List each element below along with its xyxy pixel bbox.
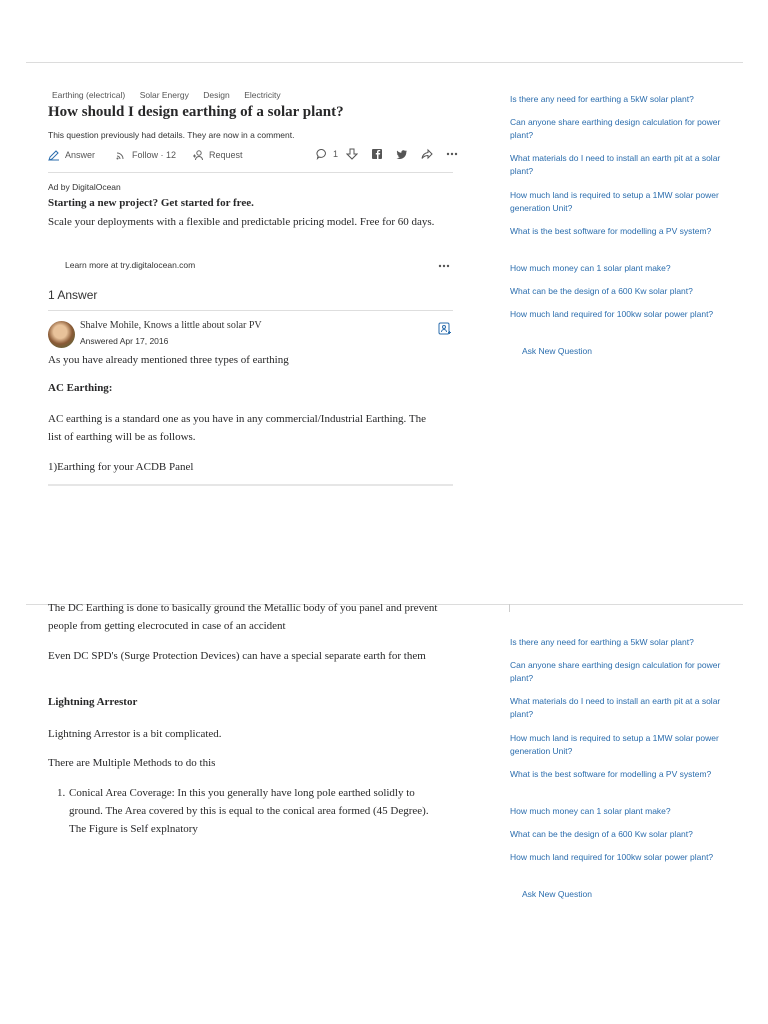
more-options-icon[interactable] xyxy=(446,148,458,160)
action-bar xyxy=(48,148,95,166)
comment-button[interactable] xyxy=(316,148,338,160)
request-group xyxy=(192,148,243,166)
answer-label: Answer xyxy=(65,150,96,160)
divider xyxy=(509,604,510,612)
ask-question-button[interactable]: Ask New Question xyxy=(522,346,592,356)
related-question[interactable]: What materials do I need to install an earth pit at a solar plant? xyxy=(510,696,721,719)
list-item: Conical Area Coverage: In this you generally have long pole earthed solidly to ground. The Area covered by this is equal to the conical area formed (45 Degree). The Figure is Self explnatory xyxy=(69,787,429,835)
request-label: Request xyxy=(209,150,243,160)
share-icon[interactable] xyxy=(421,148,433,160)
answer-paragraph: Lightning Arrestor is a bit complicated. xyxy=(48,728,222,740)
answer-paragraph: AC earthing is a standard one as you have in any commercial/Industrial Earthing. The list of earthing will be as follows. xyxy=(48,413,426,443)
answer-paragraph: There are Multiple Methods to do this xyxy=(48,757,216,769)
related-question[interactable]: What can be the design of a 600 Kw solar plant? xyxy=(510,829,693,839)
topic-tag[interactable]: Earthing (electrical) xyxy=(52,90,126,100)
related-question[interactable]: How much land is required to setup a 1MW solar power generation Unit? xyxy=(510,190,719,213)
follow-count: · 12 xyxy=(160,150,177,160)
facebook-icon[interactable] xyxy=(371,148,383,160)
divider xyxy=(48,172,453,173)
related-question[interactable]: Is there any need for earthing a 5kW solar plant? xyxy=(510,94,694,104)
answer-paragraph: The DC Earthing is done to basically ground the Metallic body of you panel and prevent people from getting elecrocuted in case of an accident xyxy=(48,602,438,632)
topic-tag[interactable]: Electricity xyxy=(244,90,281,100)
divider xyxy=(48,310,453,311)
ad-headline[interactable]: Starting a new project? Get started for free. xyxy=(48,197,254,209)
topic-list xyxy=(52,85,291,103)
answers-count-header: 1 Answer xyxy=(48,288,98,302)
add-person-icon xyxy=(192,149,204,161)
answer-author[interactable]: Shalve Mohile, Knows a little about solar PV xyxy=(80,320,262,331)
follow-label: Follow xyxy=(132,150,159,160)
answer-paragraph: Even DC SPD's (Surge Protection Devices) can have a special separate earth for them xyxy=(48,650,426,662)
follow-group xyxy=(115,148,176,166)
related-question[interactable]: How much land required for 100kw solar power plant? xyxy=(510,852,714,862)
downvote-icon[interactable] xyxy=(346,148,358,160)
answer-heading: Lightning Arrestor xyxy=(48,696,138,708)
topic-tag[interactable]: Solar Energy xyxy=(139,90,189,100)
related-question[interactable]: Is there any need for earthing a 5kW solar plant? xyxy=(510,637,694,647)
comment-count: 1 xyxy=(333,149,339,159)
answer-paragraph: 1)Earthing for your ACDB Panel xyxy=(48,461,194,473)
fade-divider xyxy=(48,484,453,486)
twitter-icon[interactable] xyxy=(396,148,408,160)
related-question[interactable]: Can anyone share earthing design calculation for power plant? xyxy=(510,660,721,683)
ad-link[interactable]: Learn more at try.digitalocean.com xyxy=(65,260,196,270)
page-two xyxy=(0,600,768,1024)
comment-icon xyxy=(316,148,328,160)
question-title[interactable]: How should I design earthing of a solar plant? xyxy=(48,104,344,120)
invite-icon[interactable] xyxy=(438,322,452,336)
top-divider xyxy=(26,62,743,63)
related-question[interactable]: What can be the design of a 600 Kw solar plant? xyxy=(510,286,693,296)
question-note: This question previously had details. They are now in a comment. xyxy=(48,130,295,140)
related-question[interactable]: How much money can 1 solar plant make? xyxy=(510,263,671,273)
answer-paragraph: As you have already mentioned three types of earthing xyxy=(48,354,289,366)
topic-tag[interactable]: Design xyxy=(203,90,230,100)
secondary-actions xyxy=(316,148,463,160)
ad-body: Scale your deployments with a flexible and predictable pricing model. Free for 60 days. xyxy=(48,216,435,228)
follow-button[interactable] xyxy=(115,149,176,161)
related-question[interactable]: How much land required for 100kw solar power plant? xyxy=(510,309,714,319)
ask-question-button[interactable]: Ask New Question xyxy=(522,889,592,899)
ad-more-icon[interactable] xyxy=(437,260,451,272)
request-button[interactable] xyxy=(192,149,243,161)
rss-icon xyxy=(115,149,127,161)
list-marker: 1. xyxy=(57,787,66,799)
avatar[interactable] xyxy=(48,321,75,348)
pencil-icon xyxy=(48,149,60,161)
related-question[interactable]: Can anyone share earthing design calculation for power plant? xyxy=(510,117,721,140)
related-question[interactable]: What is the best software for modelling a PV system? xyxy=(510,769,712,779)
related-question[interactable]: What materials do I need to install an earth pit at a solar plant? xyxy=(510,153,721,176)
answer-button[interactable] xyxy=(48,149,95,161)
related-question[interactable]: What is the best software for modelling a PV system? xyxy=(510,226,712,236)
related-question[interactable]: How much money can 1 solar plant make? xyxy=(510,806,671,816)
ad-label[interactable]: Ad by DigitalOcean xyxy=(48,182,121,192)
related-question[interactable]: How much land is required to setup a 1MW solar power generation Unit? xyxy=(510,733,719,756)
answer-date[interactable]: Answered Apr 17, 2016 xyxy=(80,336,169,346)
answer-heading: AC Earthing: xyxy=(48,382,113,394)
